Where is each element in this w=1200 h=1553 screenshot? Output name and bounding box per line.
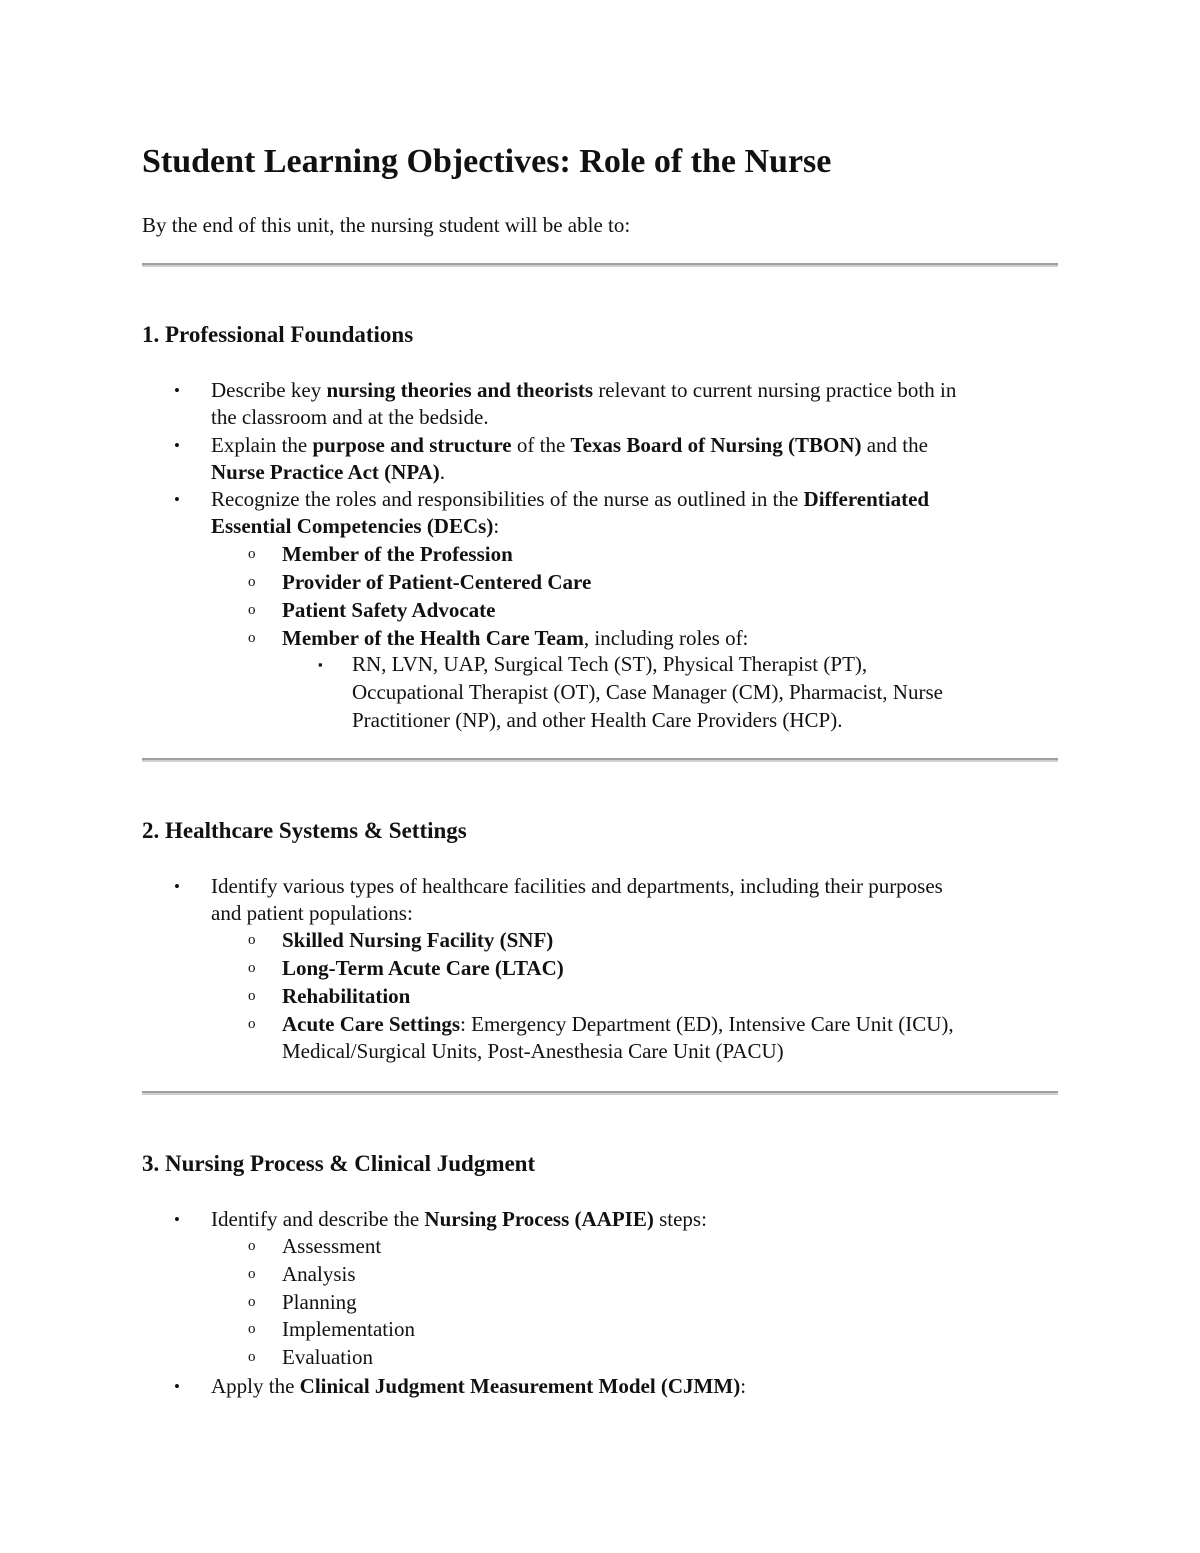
objective-line: Explain the purpose and structure of the Texas Board of Nursing (TBON) and the — [211, 433, 928, 457]
sub-bullet-icon: o — [248, 988, 256, 1004]
bullet-icon: • — [174, 1210, 180, 1229]
list-item: Evaluation — [282, 1345, 373, 1369]
objective-line: the classroom and at the bedside. — [211, 405, 489, 429]
list-item: Rehabilitation — [282, 984, 411, 1008]
bullet-icon: • — [174, 436, 180, 455]
list-item: Planning — [282, 1290, 357, 1314]
section-heading-healthcare-systems: 2. Healthcare Systems & Settings — [142, 818, 467, 843]
document-title: Student Learning Objectives: Role of the Nurse — [142, 143, 832, 180]
sub-bullet-icon: o — [248, 1016, 256, 1032]
objective-line: Apply the Clinical Judgment Measurement Model (CJMM): — [211, 1374, 747, 1398]
bullet-icon: • — [174, 1377, 180, 1396]
objective-line: Describe key nursing theories and theorists relevant to current nursing practice both in — [211, 378, 957, 402]
list-item: Patient Safety Advocate — [282, 598, 496, 622]
objective-line: and patient populations: — [211, 901, 413, 925]
bullet-icon: • — [174, 877, 180, 896]
roles-line: Occupational Therapist (OT), Case Manager (CM), Pharmacist, Nurse — [352, 680, 943, 704]
horizontal-rule — [142, 1091, 1058, 1095]
sub-bullet-icon: o — [248, 1349, 256, 1365]
roles-line: Practitioner (NP), and other Health Care Providers (HCP). — [352, 708, 843, 732]
bullet-icon: • — [174, 490, 180, 509]
list-item-continuation: Medical/Surgical Units, Post-Anesthesia Care Unit (PACU) — [282, 1039, 784, 1063]
list-item: Analysis — [282, 1262, 356, 1286]
sub-bullet-icon: o — [248, 960, 256, 976]
section-heading-professional-foundations: 1. Professional Foundations — [142, 322, 414, 347]
list-item: Member of the Health Care Team, including roles of: — [282, 626, 749, 650]
sub-bullet-icon: o — [248, 630, 256, 646]
objective-line: Identify and describe the Nursing Process (AAPIE) steps: — [211, 1207, 707, 1231]
section-heading-nursing-process: 3. Nursing Process & Clinical Judgment — [142, 1151, 536, 1176]
sub-bullet-icon: o — [248, 1321, 256, 1337]
objective-line: Recognize the roles and responsibilities of the nurse as outlined in the Differentiated — [211, 487, 930, 511]
intro-text: By the end of this unit, the nursing student will be able to: — [142, 213, 631, 237]
horizontal-rule — [142, 263, 1058, 267]
sub-bullet-icon: o — [248, 932, 256, 948]
list-item: Skilled Nursing Facility (SNF) — [282, 928, 554, 952]
list-item: Implementation — [282, 1317, 415, 1341]
objective-line: Essential Competencies (DECs): — [211, 514, 500, 538]
sub-bullet-icon: o — [248, 1238, 256, 1254]
sub-bullet-icon: o — [248, 546, 256, 562]
objective-line: Identify various types of healthcare facilities and departments, including their purposes — [211, 874, 943, 898]
list-item: Provider of Patient-Centered Care — [282, 570, 592, 594]
list-item: Acute Care Settings: Emergency Department (ED), Intensive Care Unit (ICU), — [282, 1012, 954, 1036]
list-item: Long-Term Acute Care (LTAC) — [282, 956, 564, 980]
horizontal-rule — [142, 758, 1058, 762]
sub-bullet-icon: o — [248, 1294, 256, 1310]
list-item: Member of the Profession — [282, 542, 513, 566]
bullet-icon: • — [174, 381, 180, 400]
sub-bullet-icon: o — [248, 602, 256, 618]
square-bullet-icon: ▪ — [318, 657, 323, 672]
objective-line: Nurse Practice Act (NPA). — [211, 460, 446, 484]
sub-bullet-icon: o — [248, 1266, 256, 1282]
sub-bullet-icon: o — [248, 574, 256, 590]
roles-line: RN, LVN, UAP, Surgical Tech (ST), Physical Therapist (PT), — [352, 652, 868, 676]
list-item: Assessment — [282, 1234, 382, 1258]
